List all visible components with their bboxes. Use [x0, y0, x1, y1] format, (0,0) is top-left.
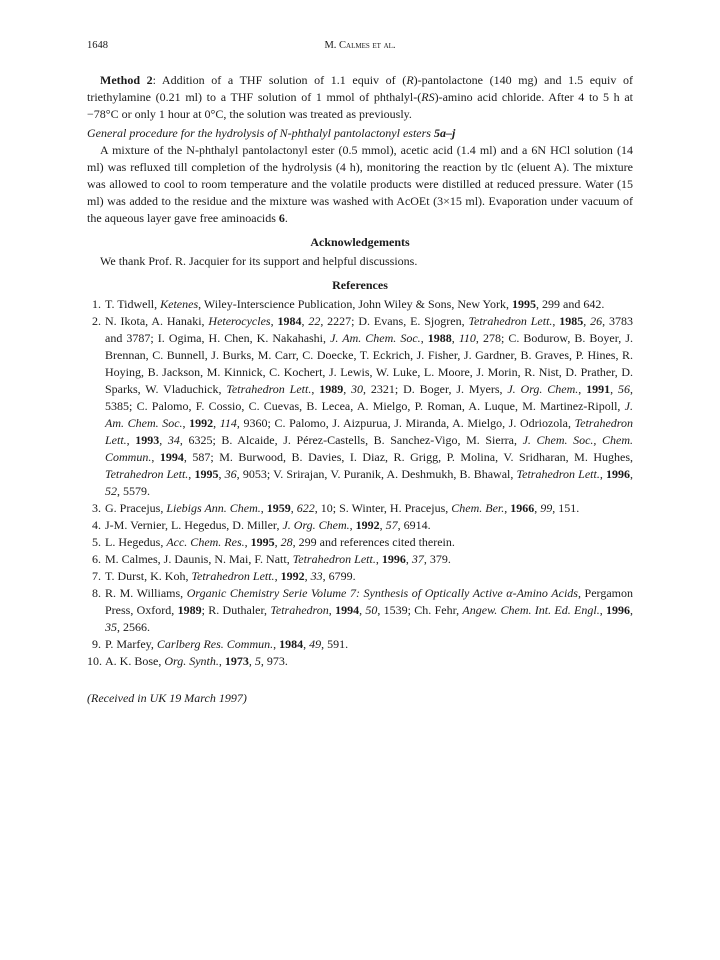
method-2-label: Method 2 [100, 73, 153, 87]
reference-number: 6. [92, 552, 101, 566]
reference-item [87, 568, 633, 585]
page-number: 1648 [87, 40, 108, 51]
acknowledgements-heading: Acknowledgements [310, 235, 410, 249]
reference-number: 2. [92, 314, 101, 328]
reference-number: 5. [92, 535, 101, 549]
reference-item [87, 585, 633, 636]
reference-item [87, 636, 633, 653]
acknowledgements-text: We thank Prof. R. Jacquier for its support and helpful discussions. [100, 254, 418, 268]
reference-item [87, 653, 633, 670]
reference-number: 3. [92, 501, 101, 515]
reference-number: 7. [92, 569, 101, 583]
reference-item [87, 534, 633, 551]
reference-text: R. M. Williams, Organic Chemistry Serie Volume 7: Synthesis of Optically Active α-Amino Acids, Pergamon Press, Oxford, 1989; R. Duthaler, Tetrahedron, 1994, 50, 1539; Ch. Fehr, Angew. Chem. Int. Ed. Engl., 1996, 35, 2566. [105, 586, 633, 634]
reference-text: P. Marfey, Carlberg Res. Commun., 1984, 49, 591. [105, 637, 349, 651]
reference-text: M. Calmes, J. Daunis, N. Mai, F. Natt, Tetrahedron Lett., 1996, 37, 379. [105, 552, 451, 566]
reference-number: 10. [87, 654, 102, 668]
method-2-paragraph [87, 72, 633, 123]
reference-item [87, 517, 633, 534]
reference-number: 1. [92, 297, 101, 311]
references-heading: References [332, 278, 388, 292]
reference-text: G. Pracejus, Liebigs Ann. Chem., 1959, 622, 10; S. Winter, H. Pracejus, Chem. Ber., 1966, 99, 151. [105, 501, 580, 515]
reference-item [87, 313, 633, 500]
reference-text: L. Hegedus, Acc. Chem. Res., 1995, 28, 299 and references cited therein. [105, 535, 455, 549]
running-title: M. Calmes et al. [324, 40, 396, 51]
reference-text: A. K. Bose, Org. Synth., 1973, 5, 973. [105, 654, 288, 668]
reference-number: 9. [92, 637, 101, 651]
received-date: (Received in UK 19 March 1997) [87, 691, 247, 705]
reference-text: J-M. Vernier, L. Hegedus, D. Miller, J. Org. Chem., 1992, 57, 6914. [105, 518, 431, 532]
reference-text: N. Ikota, A. Hanaki, Heterocycles, 1984, 22, 2227; D. Evans, E. Sjogren, Tetrahedron Lett., 1985, 26, 3783 and 3787; I. Ogima, H. Chen, K. Nakahashi, J. Am. Chem. Soc., 1988, 110, 278; C. Bodurow, B. Boyer, J. Brennan, C. Bunnell, J. Burks, M. Carr, C. Doecke, T. Eckrich, J. Fisher, J. Gardner, B. Graves, P. Hines, R. Hoying, B. Jackson, M. Kinnick, C. Kochert, J. Lewis, W. Luke, L. Moore, J. Morin, R. Nist, D. Prather, D. Sparks, W. Vladuchick, Tetrahedron Lett., 1989, 30, 2321; D. Boger, J. Myers, J. Org. Chem., 1991, 56, 5385; C. Palomo, F. Cossio, C. Cuevas, B. Lecea, A. Mielgo, P. Roman, A. Luque, M. Martinez-Ripoll, J. Am. Chem. Soc., 1992, 114, 9360; C. Palomo, J. Aizpurua, J. Miranda, A. Mielgo, J. Odriozola, Tetrahedron Lett., 1993, 34, 6325; B. Alcaide, J. Pérez-Castells, B. Sanchez-Vigo, M. Sierra, J. Chem. Soc., Chem. Commun., 1994, 587; M. Burwood, B. Davies, I. Diaz, R. Grigg, P. Molina, V. Sridharan, M. Hughes, Tetrahedron Lett., 1995, 36, 9053; V. Srirajan, V. Puranik, A. Deshmukh, B. Bhawal, Tetrahedron Lett., 1996, 52, 5579. [105, 314, 634, 498]
general-procedure-paragraph: A mixture of the N-phthalyl pantolactonyl ester (0.5 mmol), acetic acid (1.4 ml) and a 6N HCl solution (14 ml) was refluxed till completion of the hydrolysis (4 h), monitoring the reaction by tlc (eluent A). The mixture was allowed to cool to room temperature and the volatile products were distilled at reduced pressure. Water (15 ml) was added to the residue and the mixture was washed with AcOEt (3×15 ml). Evaporation under vacuum of the aqueous layer gave free aminoacids 6. [87, 143, 633, 225]
reference-text: T. Tidwell, Ketenes, Wiley-Interscience Publication, John Wiley & Sons, New York, 1995, 299 and 642. [105, 297, 605, 311]
reference-item [87, 296, 633, 313]
reference-text: T. Durst, K. Koh, Tetrahedron Lett., 1992, 33, 6799. [105, 569, 356, 583]
reference-item [87, 551, 633, 568]
reference-number: 4. [92, 518, 101, 532]
reference-item [87, 500, 633, 517]
article-body [87, 72, 633, 707]
method-2-text: : Addition of a THF solution of 1.1 equiv of (R)-pantolactone (140 mg) and 1.5 equiv of triethylamine (0.21 ml) to a THF solution of 1 mmol of phthalyl-(RS)-amino acid chloride. After 4 to 5 h at −78°C or only 1 hour at 0°C, the solution was treated as previously. [87, 73, 634, 121]
reference-number: 8. [92, 586, 101, 600]
references-list [87, 296, 633, 670]
page [87, 40, 633, 707]
general-procedure-title: General procedure for the hydrolysis of N-phthalyl pantolactonyl esters 5a–j [87, 126, 456, 140]
page-header [87, 40, 633, 56]
